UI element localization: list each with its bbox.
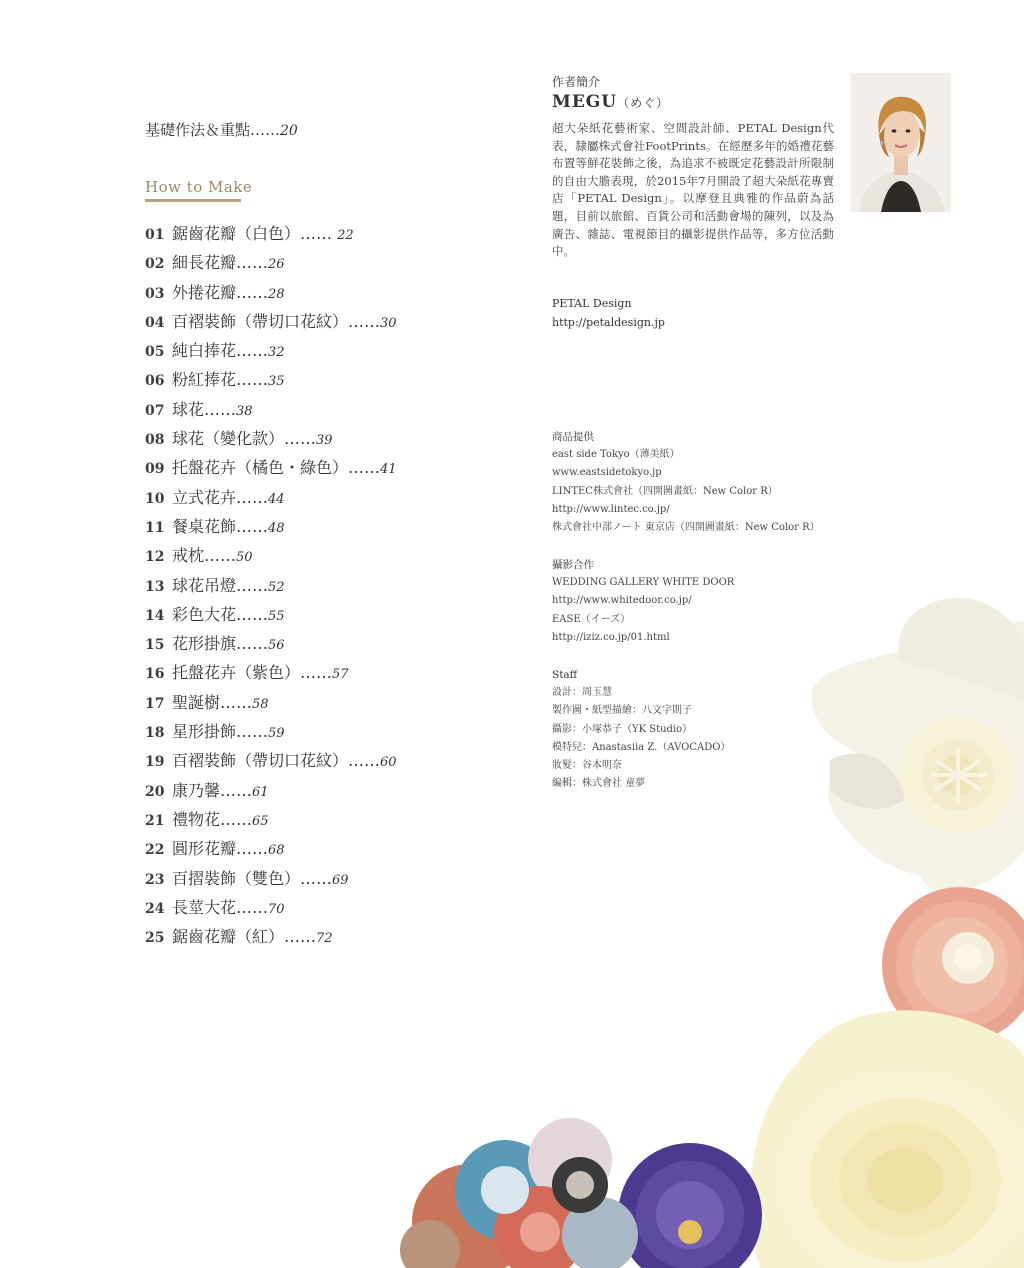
toc-item-title: 星形掛飾……	[172, 722, 269, 742]
toc-item-number: 12	[145, 549, 165, 566]
toc-item-number: 01	[145, 227, 165, 243]
toc-item-title: 球花吊燈……	[172, 575, 269, 595]
toc-item-page: 52	[268, 579, 285, 595]
toc-item-page: 35	[268, 374, 285, 390]
basics-label: 基礎作法＆重點……	[145, 121, 281, 139]
toc-item-title: 圓形花瓣……	[172, 839, 269, 859]
basics-page: 20	[280, 123, 298, 139]
toc-item-title: 百摺裝飾（雙色）……	[172, 868, 333, 888]
toc-item-number: 11	[145, 519, 165, 536]
toc-item-title: 餐桌花飾……	[172, 516, 269, 536]
toc-item-number: 03	[145, 285, 165, 302]
toc-item-number: 23	[145, 871, 165, 888]
toc-item-title: 球花……	[172, 399, 237, 419]
toc-item-number: 08	[145, 432, 165, 449]
toc-item-page: 58	[252, 696, 269, 712]
section-title-how-to-make: How to Make	[145, 178, 253, 196]
toc-item-title: 長莖大花……	[172, 897, 269, 917]
toc-item-title: 鋸齒花瓣（白色）……	[172, 224, 338, 243]
toc-item-page: 39	[316, 433, 333, 449]
credit-line: LINTEC株式會社（四開圖畫紙：New Color R）	[552, 485, 778, 497]
toc-item-page: 57	[332, 667, 349, 683]
toc-item-number: 25	[145, 930, 165, 947]
toc-item-title: 聖誕樹……	[172, 692, 253, 712]
yellow-paper-flower	[750, 1010, 1024, 1268]
credit-line[interactable]: http://www.whitedoor.co.jp/	[552, 595, 692, 607]
toc-item-number: 24	[145, 900, 165, 917]
toc-item-title: 戒枕……	[172, 546, 237, 566]
toc-item-title: 百褶裝飾（帶切口花紋）……	[172, 751, 381, 771]
credit-line[interactable]: http://www.lintec.co.jp/	[552, 503, 670, 515]
credit-line: EASE（イーズ）	[552, 613, 631, 625]
toc-item-title: 彩色大花……	[172, 604, 269, 624]
toc-item-page: 56	[268, 638, 285, 654]
author-site-name: PETAL Design	[552, 297, 632, 310]
author-site-url[interactable]: http://petaldesign.jp	[552, 316, 665, 329]
credit-line: 製作圖・紙型描繪：八文字則子	[552, 705, 692, 717]
toc-item-number: 16	[145, 666, 165, 683]
toc-item-number: 18	[145, 725, 165, 742]
toc-item-page: 44	[268, 491, 285, 507]
toc-item-title: 托盤花卉（紫色）……	[172, 663, 333, 683]
toc-item-number: 20	[145, 783, 165, 800]
toc-item-number: 09	[145, 461, 165, 478]
toc-item-title: 百褶裝飾（帶切口花紋）……	[172, 311, 381, 331]
toc-item-number: 06	[145, 373, 165, 390]
toc-item-number: 07	[145, 402, 165, 419]
toc-item-title: 粉紅捧花……	[172, 370, 269, 390]
toc-item-title: 托盤花卉（橘色・綠色）……	[172, 458, 381, 478]
toc-item-number: 22	[145, 842, 165, 859]
credit-line: east side Tokyo（薄美紙）	[552, 449, 680, 461]
toc-item-number: 02	[145, 256, 165, 273]
toc-item-page: 60	[380, 755, 397, 771]
author-name-kana: （めぐ）	[617, 96, 670, 110]
toc-item-number: 10	[145, 490, 165, 507]
toc-item-page: 68	[268, 843, 285, 859]
toc-item-title: 純白捧花……	[172, 341, 269, 361]
toc-item-number: 14	[145, 607, 165, 624]
toc-item-page: 50	[236, 550, 253, 566]
author-name-text: MEGU	[552, 92, 618, 112]
toc-item-title: 康乃馨……	[172, 780, 253, 800]
toc-item-number: 17	[145, 695, 165, 712]
credit-line: 株式會社中部ノート 東京店（四開圖畫紙：New Color R）	[552, 522, 820, 534]
credit-line: 模特兒：Anastasiia Z.（AVOCADO）	[552, 741, 731, 753]
toc-item-number: 19	[145, 754, 165, 771]
toc-item-page: 59	[268, 726, 285, 742]
toc-item-page: 69	[332, 872, 349, 888]
toc-item-page: 38	[236, 403, 253, 419]
toc-item-number: 15	[145, 637, 165, 654]
credit-line: WEDDING GALLERY WHITE DOOR	[552, 577, 735, 589]
toc-item-page: 28	[268, 286, 285, 302]
photo-coop-heading: 攝影合作	[552, 559, 594, 571]
toc-item-page: 70	[268, 901, 285, 917]
toc-item-page: 22	[337, 228, 354, 243]
credit-line[interactable]: www.eastsidetokyo.jp	[552, 467, 662, 479]
toc-item-page: 48	[268, 520, 285, 536]
toc-item-page: 41	[380, 462, 397, 478]
author-bio: 超大朵紙花藝術家、空間設計師、PETAL Design代表，隸屬株式會社FootPrints。在經歷多年的婚禮花藝布置等鮮花裝飾之後，為追求不被既定花藝設計所限制的自由大膽表現，於2015年7月開設了超大朵紙花專賣店「PETAL Design」。以摩登且典雅的作品蔚為話題，目前以旅館、百貨公司和活動會場的陳列，以及為廣告、雜誌、電視節目的攝影提供作品等，多方位活動中。	[552, 121, 834, 259]
toc-item-page: 30	[380, 315, 397, 331]
toc-item-number: 04	[145, 314, 165, 331]
credit-line: 妝髮：谷本明奈	[552, 760, 622, 772]
author-heading: 作者簡介	[552, 75, 601, 89]
staff-heading: Staff	[552, 669, 578, 681]
toc-item-page: 65	[252, 813, 269, 829]
purple-paper-flower	[618, 1143, 762, 1268]
toc-item-page: 26	[268, 257, 285, 273]
toc-item-page: 72	[316, 931, 333, 947]
toc-item-page: 32	[268, 345, 285, 361]
toc-item-title: 鋸齒花瓣（紅）……	[172, 927, 317, 947]
toc-item-title: 外捲花瓣……	[172, 282, 269, 302]
patterned-paper-flowers	[400, 1118, 638, 1268]
white-paper-flower	[812, 598, 1024, 892]
products-heading: 商品提供	[552, 431, 594, 443]
toc-item-number: 21	[145, 812, 165, 829]
toc-item-number: 13	[145, 578, 165, 595]
toc-item-title: 禮物花……	[172, 809, 253, 829]
toc-item-title: 細長花瓣……	[172, 253, 269, 273]
toc-item-page: 61	[252, 784, 269, 800]
toc-item-title: 球花（變化款）……	[172, 429, 317, 449]
credit-line: 編輯：株式會社 童夢	[552, 778, 646, 790]
toc-item-title: 花形掛旗……	[172, 634, 269, 654]
toc-item-number: 05	[145, 344, 165, 361]
credit-line: 設計：周玉慧	[552, 687, 612, 699]
toc-item-title: 立式花卉……	[172, 487, 269, 507]
credit-line[interactable]: http://iziz.co.jp/01.html	[552, 631, 670, 643]
toc-item-page: 55	[268, 608, 285, 624]
credit-line: 攝影：小塚恭子（YK Studio）	[552, 723, 693, 735]
